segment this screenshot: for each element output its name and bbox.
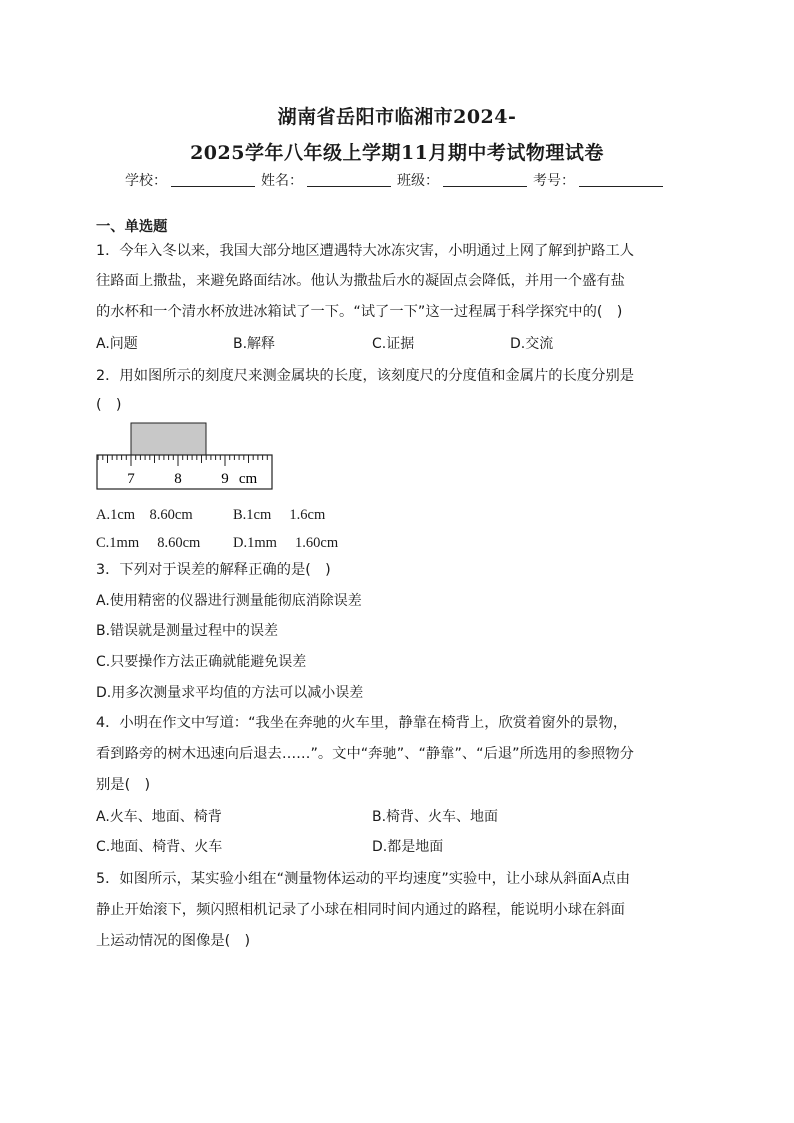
exam-title-line1: 湖南省岳阳市临湘市2024- [277, 106, 517, 128]
ruler-label-7: 7 [127, 471, 135, 487]
q4-option-a[interactable]: A.火车、地面、椅背 [96, 809, 222, 825]
number-label: 考号： [533, 173, 575, 189]
q2-option-d[interactable]: D.1mm 1.60cm [233, 535, 339, 551]
class-label: 班级： [397, 173, 439, 189]
ruler-label-9: 9 [221, 471, 229, 487]
q1-stem-line2: 往路面上撒盐，来避免路面结冰。他认为撒盐后水的凝固点会降低，并用一个盛有盐 [96, 273, 625, 289]
q3-option-b[interactable]: B.错误就是测量过程中的误差 [96, 623, 279, 639]
q1-option-b[interactable]: B.解释 [233, 336, 276, 352]
section-title: 一、单选题 [96, 219, 168, 235]
q4-stem-line3: 别是( ) [96, 777, 151, 793]
q1-option-a[interactable]: A.问题 [96, 336, 138, 352]
q5-stem-line3: 上运动情况的图像是( ) [96, 933, 251, 949]
q2-option-b[interactable]: B.1cm 1.6cm [233, 507, 326, 523]
q5-stem-line2: 静止开始滚下，频闪照相机记录了小球在相同时间内通过的路程，能说明小球在斜面 [96, 902, 625, 918]
q2-stem-line1: 2．用如图所示的刻度尺来测金属块的长度，该刻度尺的分度值和金属片的长度分别是 [96, 368, 635, 384]
q1-stem-line1: 1．今年入冬以来，我国大部分地区遭遇特大冰冻灾害，小明通过上网了解到护路工人 [96, 243, 635, 259]
exam-title-line2: 2025学年八年级上学期11月期中考试物理试卷 [190, 142, 604, 164]
q2-option-c[interactable]: C.1mm 8.60cm [96, 535, 201, 551]
student-info-row [0, 170, 794, 190]
class-blank[interactable] [443, 174, 527, 187]
q4-stem-line1: 4．小明在作文中写道：“我坐在奔驰的火车里，静靠在椅背上，欣赏着窗外的景物， [96, 715, 628, 731]
q2-stem-line2: ( ) [96, 397, 122, 413]
ruler-label-8: 8 [174, 471, 182, 487]
ruler-unit-label: cm [238, 471, 258, 487]
number-blank[interactable] [579, 174, 663, 187]
q1-option-d[interactable]: D.交流 [510, 336, 554, 352]
q3-option-d[interactable]: D.用多次测量求平均值的方法可以减小误差 [96, 685, 364, 701]
q4-option-d[interactable]: D.都是地面 [372, 839, 444, 855]
school-blank[interactable] [171, 174, 255, 187]
ruler-figure [96, 422, 276, 490]
q3-option-a[interactable]: A.使用精密的仪器进行测量能彻底消除误差 [96, 593, 362, 609]
q2-option-a[interactable]: A.1cm 8.60cm [96, 507, 193, 523]
q4-option-c[interactable]: C.地面、椅背、火车 [96, 839, 223, 855]
q5-stem-line1: 5．如图所示，某实验小组在“测量物体运动的平均速度”实验中，让小球从斜面A点由 [96, 871, 631, 887]
q1-stem-line3: 的水杯和一个清水杯放进冰箱试了一下。“试了一下”这一过程属于科学探究中的( ) [96, 304, 623, 320]
name-blank[interactable] [307, 174, 391, 187]
q3-option-c[interactable]: C.只要操作方法正确就能避免误差 [96, 654, 307, 670]
q4-stem-line2: 看到路旁的树木迅速向后退去……”。文中“奔驰”、“静靠”、“后退”所选用的参照物分 [96, 746, 634, 762]
q1-option-c[interactable]: C.证据 [372, 336, 415, 352]
name-label: 姓名： [261, 173, 303, 189]
q3-stem: 3．下列对于误差的解释正确的是( ) [96, 562, 331, 578]
school-label: 学校： [125, 173, 167, 189]
metal-block [131, 423, 206, 455]
q4-option-b[interactable]: B.椅背、火车、地面 [372, 809, 499, 825]
